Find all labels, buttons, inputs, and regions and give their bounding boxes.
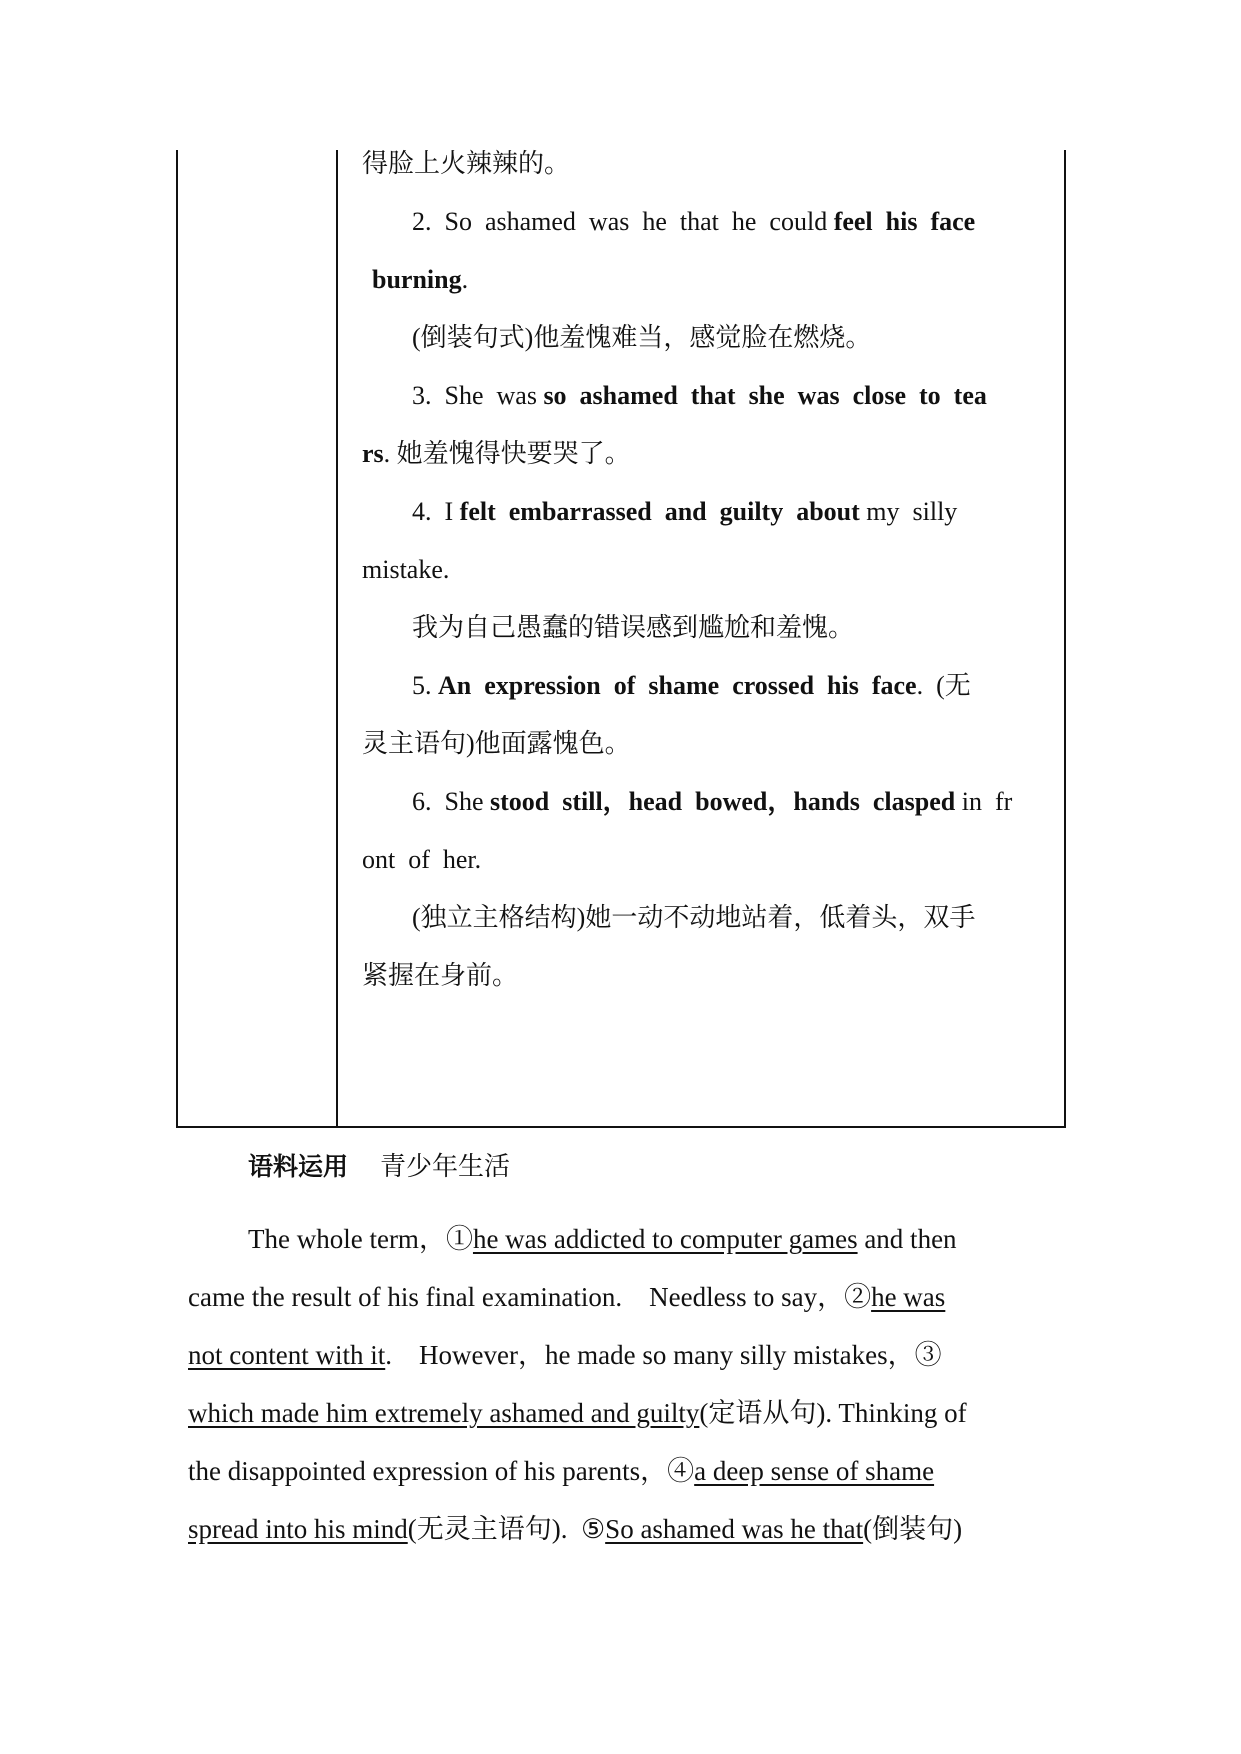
cell-line	[412, 380, 987, 412]
text-run: The whole term，①	[248, 1224, 473, 1254]
text-run: mistake.	[362, 555, 450, 584]
underlined-phrase: he was	[871, 1282, 946, 1312]
vocabulary-table	[176, 150, 1066, 1128]
cell-line	[412, 612, 854, 644]
cell-line	[412, 206, 975, 238]
cell-line	[362, 728, 631, 760]
bold-phrase: so ashamed that she was close to tea	[543, 381, 987, 410]
text-run: (无灵主语句). ⑤	[407, 1514, 606, 1544]
text-run: 得脸上火辣辣的。	[362, 149, 571, 178]
cell-line	[412, 786, 1012, 818]
table-bottom-border	[176, 1126, 1066, 1128]
paragraph-line	[248, 1222, 957, 1256]
section-topic: 青少年生活	[380, 1152, 511, 1182]
section-label: 语料运用	[248, 1152, 349, 1181]
underlined-phrase: a deep sense of shame	[694, 1456, 935, 1486]
underlined-phrase: he was addicted to computer games	[472, 1224, 858, 1254]
text-run: ont of her.	[362, 845, 482, 874]
text-run: 6. She	[412, 787, 490, 816]
text-run: 灵主语句)他面露愧色。	[362, 729, 631, 758]
table-column-divider	[336, 150, 338, 1128]
cell-line	[412, 670, 971, 702]
text-run: . (无	[916, 671, 971, 700]
cell-line	[412, 496, 957, 528]
paragraph-line	[188, 1280, 945, 1314]
text-run: my silly	[859, 497, 958, 526]
underlined-phrase: which made him extremely ashamed and guilty	[188, 1398, 700, 1428]
text-run: (独立主格结构)她一动不动地站着，低着头，双手	[412, 903, 976, 932]
bold-phrase: felt embarrassed and guilty about	[459, 497, 860, 526]
paragraph-line	[188, 1338, 942, 1372]
underlined-phrase: spread into his mind	[188, 1514, 408, 1544]
text-run: 我为自己愚蠢的错误感到尴尬和羞愧。	[412, 613, 855, 642]
text-run: the disappointed expression of his parents，④	[188, 1456, 695, 1486]
text-run: 4. I	[412, 497, 460, 526]
text-run: and then	[857, 1224, 957, 1254]
bold-phrase: An expression of shame crossed his face	[438, 671, 917, 700]
cell-line	[362, 148, 570, 180]
cell-line	[412, 322, 871, 354]
text-run: 5.	[412, 671, 438, 700]
text-run: . However，he made so many silly mistakes，③	[385, 1340, 942, 1370]
underlined-phrase: not content with it	[188, 1340, 386, 1370]
text-run: (倒装句)	[863, 1514, 963, 1544]
bold-phrase: stood still，head bowed，hands clasped	[490, 787, 956, 816]
cell-line	[362, 844, 481, 876]
text-run: 紧握在身前。	[362, 961, 519, 990]
cell-line	[412, 902, 975, 934]
cell-line	[362, 960, 518, 992]
paragraph-line	[188, 1454, 934, 1488]
paragraph-line	[188, 1396, 967, 1430]
text-run: . 她羞愧得快要哭了。	[383, 439, 631, 468]
section-heading	[248, 1146, 510, 1183]
bold-phrase: feel his face	[833, 207, 976, 236]
text-run: .	[461, 265, 469, 294]
text-run: in fr	[955, 787, 1013, 816]
text-run: (定语从句). Thinking of	[699, 1398, 967, 1428]
table-right-border	[1064, 150, 1066, 1128]
text-run: came the result of his final examination. Needless to say，②	[188, 1282, 872, 1312]
underlined-phrase: So ashamed was he that	[605, 1514, 864, 1544]
table-left-border	[176, 150, 178, 1128]
bold-phrase: burning	[372, 265, 462, 294]
cell-line	[362, 438, 631, 470]
cell-line	[362, 554, 449, 586]
cell-line	[372, 264, 468, 296]
text-run: 3. She was	[412, 381, 544, 410]
text-run: 2. So ashamed was he that he could	[412, 207, 834, 236]
paragraph-line	[188, 1512, 962, 1546]
bold-phrase: rs	[362, 439, 384, 468]
text-run: (倒装句式)他羞愧难当，感觉脸在燃烧。	[412, 323, 872, 352]
